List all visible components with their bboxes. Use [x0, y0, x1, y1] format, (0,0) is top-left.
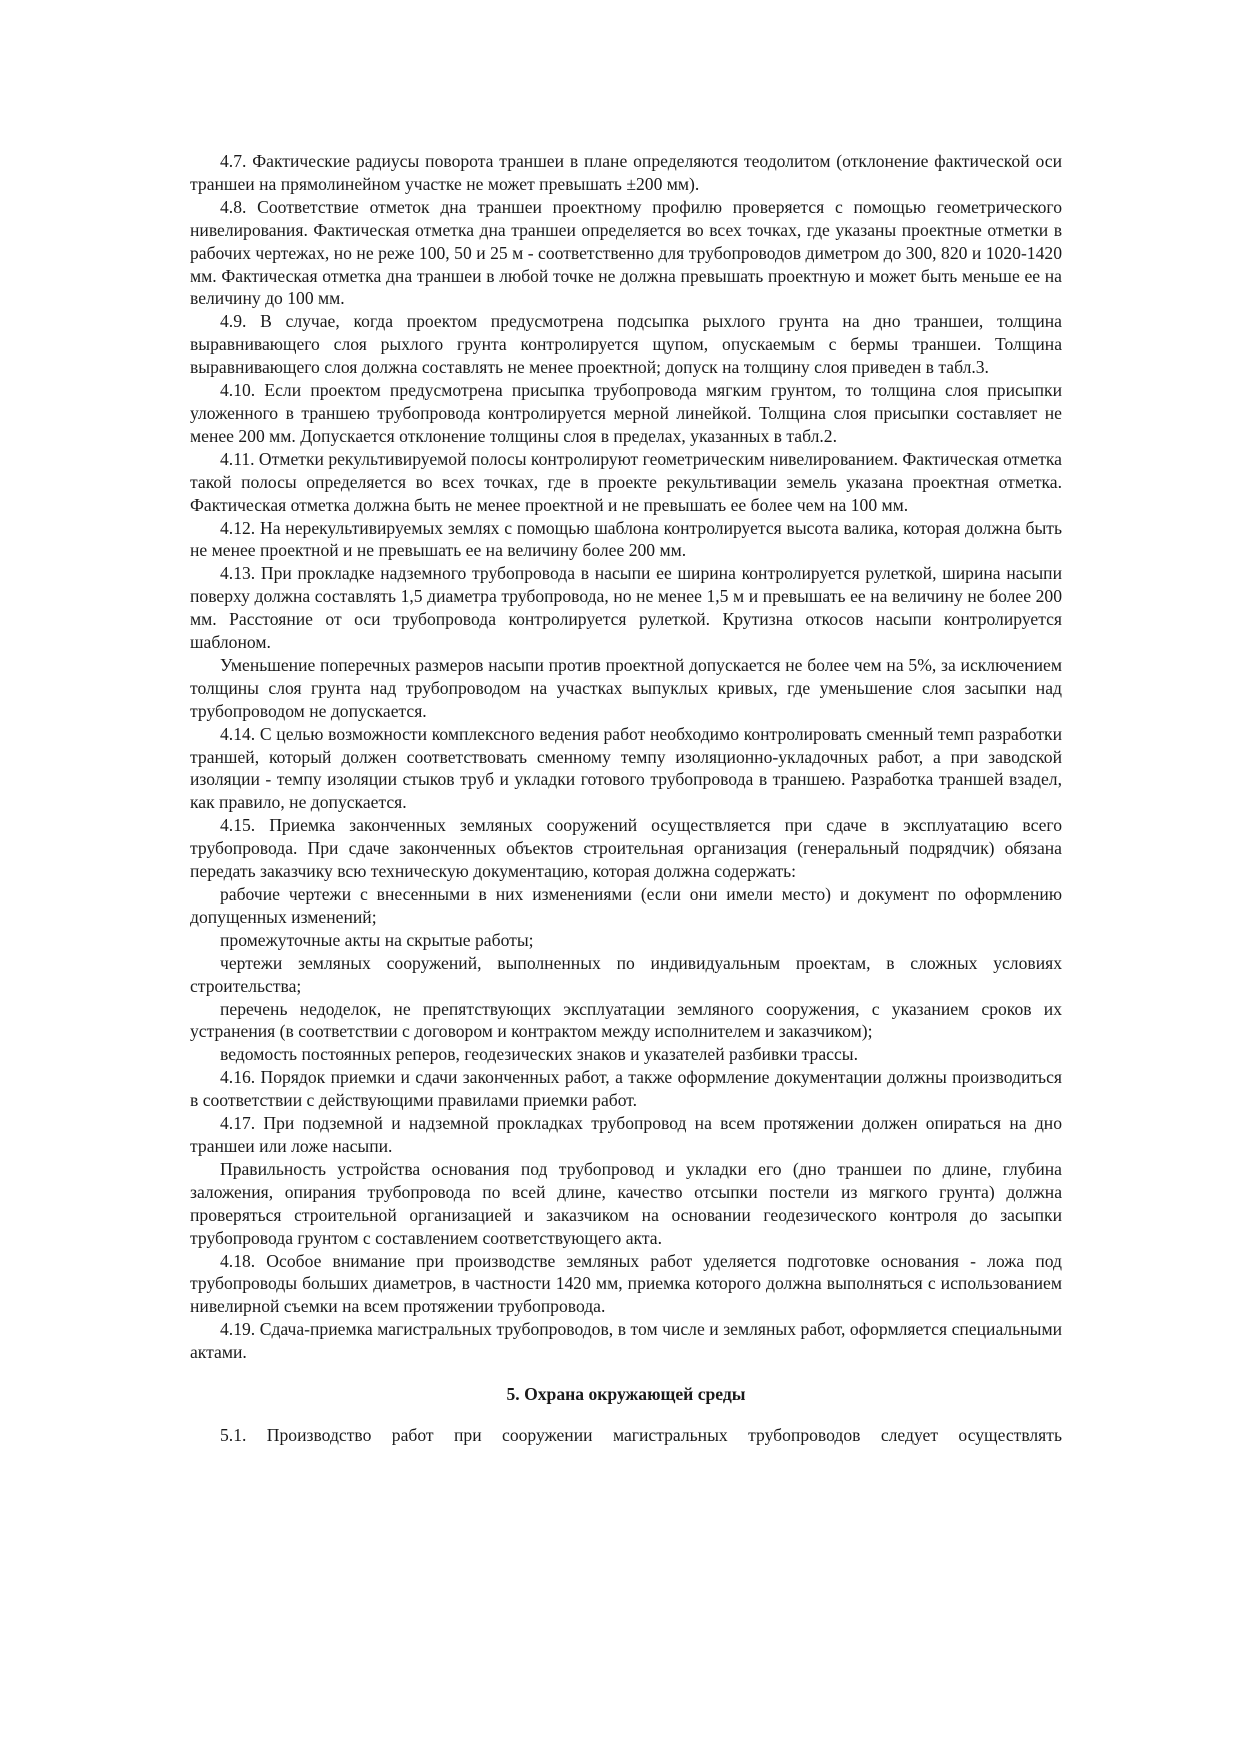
paragraph-4-13: 4.13. При прокладке надземного трубопровода в насыпи ее ширина контролируется рулеткой, ширина насыпи поверху должна составлять 1,5 диаметра трубопровода, но не менее 1,5 м и превышать ее на величину не более 200 мм. Расстояние от оси трубопровода контролируется рулеткой. Крутизна откосов насыпи контролируется шаблоном. — [190, 563, 1062, 653]
list-item-defects-list: перечень недоделок, не препятствующих эксплуатации земляного сооружения, с указанием сроков их устранения (в соответствии с договором и контрактом между исполнителем и заказчиком); — [190, 998, 1062, 1042]
list-item-benchmarks-register: ведомость постоянных реперов, геодезических знаков и указателей разбивки трассы. — [220, 1044, 858, 1065]
paragraph-5-1: 5.1. Производство работ при сооружении магистральных трубопроводов следует осуществлять — [220, 1424, 1062, 1445]
list-item-intermediate-acts: промежуточные акты на скрытые работы; — [220, 929, 534, 950]
paragraph-4-17: 4.17. При подземной и надземной прокладках трубопровод на всем протяжении должен опираться на дно траншеи или ложе насыпи. — [190, 1113, 1062, 1156]
paragraph-4-17-continued: Правильность устройства основания под трубопровод и укладки его (дно траншеи по длине, глубина заложения, опирания трубопровода по всей длине, качество отсыпки постели из мягкого грунта) должна проверяться строительной организацией и заказчиком на основании геодезического контроля до засыпки трубопровода грунтом с составлением соответствующего акта. — [190, 1158, 1062, 1248]
paragraph-4-7: 4.7. Фактические радиусы поворота траншеи в плане определяются теодолитом (отклонение фактической оси траншеи на прямолинейном участке не может превышать ±200 мм). — [190, 151, 1062, 194]
document-page — [190, 150, 1062, 1447]
paragraphs-after — [190, 1424, 1062, 1447]
paragraph-4-10: 4.10. Если проектом предусмотрена присыпка трубопровода мягким грунтом, то толщина слоя присыпки уложенного в траншею трубопровода контролируется мерной линейкой. Толщина слоя присыпки составляет не менее 200 мм. Допускается отклонение толщины слоя в пределах, указанных в табл.2. — [190, 380, 1062, 446]
list-item-earthwork-drawings: чертежи земляных сооружений, выполненных по индивидуальным проектам, в сложных условиях строительства; — [190, 952, 1062, 996]
list-item-working-drawings: рабочие чертежи с внесенными в них изменениями (если они имели место) и документ по оформлению допущенных изменений; — [190, 884, 1062, 927]
paragraph-4-15: 4.15. Приемка законченных земляных сооружений осуществляется при сдаче в эксплуатацию всего трубопровода. При сдаче законченных объектов строительная организация (генеральный подрядчик) обязана передать заказчику всю техническую документацию, которая должна содержать: — [190, 815, 1062, 882]
paragraph-4-18: 4.18. Особое внимание при производстве земляных работ уделяется подготовке основания - ложа под трубопроводы больших диаметров, в частности 1420 мм, приемка которого должна выполняться с использованием нивелирной съемки на всем протяжении трубопровода. — [190, 1250, 1062, 1317]
paragraph-4-9: 4.9. В случае, когда проектом предусмотрена подсыпка рыхлого грунта на дно траншеи, толщина выравнивающего слоя рыхлого грунта контролируется щупом, опускаемым с бермы траншеи. Толщина выравнивающего слоя должна составлять не менее проектной; допуск на толщину слоя приведен в табл.3. — [190, 311, 1062, 378]
paragraph-4-8: 4.8. Соответствие отметок дна траншеи проектному профилю проверяется с помощью геометрического нивелирования. Фактическая отметка дна траншеи определяется во всех точках, где указаны проектные отметки в рабочих чертежах, но не реже 100, 50 и 25 м - соответственно для трубопроводов диметром до 300, 820 и 1020-1420 мм. Фактическая отметка дна траншеи в любой точке не должна превышать проектную и может быть меньше ее на величину до 100 мм. — [190, 196, 1062, 309]
paragraph-4-12: 4.12. На нерекультивируемых землях с помощью шаблона контролируется высота валика, которая должна быть не менее проектной и не превышать ее на величину более 200 мм. — [190, 517, 1062, 561]
paragraph-4-14: 4.14. С целью возможности комплексного ведения работ необходимо контролировать сменный темп разработки траншей, который должен соответствовать сменному темпу изоляционно-укладочных работ, а при заводской изоляции - темпу изоляции стыков труб и укладки готового трубопровода в траншею. Разработка траншей взадел, как правило, не допускается. — [190, 723, 1062, 813]
section-heading: 5. Охрана окружающей среды — [506, 1384, 746, 1405]
paragraph-4-16: 4.16. Порядок приемки и сдачи законченных работ, а также оформление документации должны производиться в соответствии с действующими правилами приемки работ. — [190, 1067, 1062, 1111]
paragraph-4-13-continued: Уменьшение поперечных размеров насыпи против проектной допускается не более чем на 5%, за исключением толщины слоя грунта над трубопроводом на участках выпуклых кривых, где уменьшение слоя засыпки над трубопроводом не допускается. — [190, 654, 1062, 721]
paragraph-4-19: 4.19. Сдача-приемка магистральных трубопроводов, в том числе и земляных работ, оформляется специальными актами. — [190, 1319, 1062, 1363]
paragraphs-before — [190, 150, 1062, 1364]
paragraph-4-11: 4.11. Отметки рекультивируемой полосы контролируют геометрическим нивелированием. Фактическая отметка такой полосы определяется во всех точках, где в проекте рекультивации земель указана проектная отметка. Фактическая отметка должна быть не менее проектной и не превышать ее более чем на 100 мм. — [190, 448, 1062, 515]
